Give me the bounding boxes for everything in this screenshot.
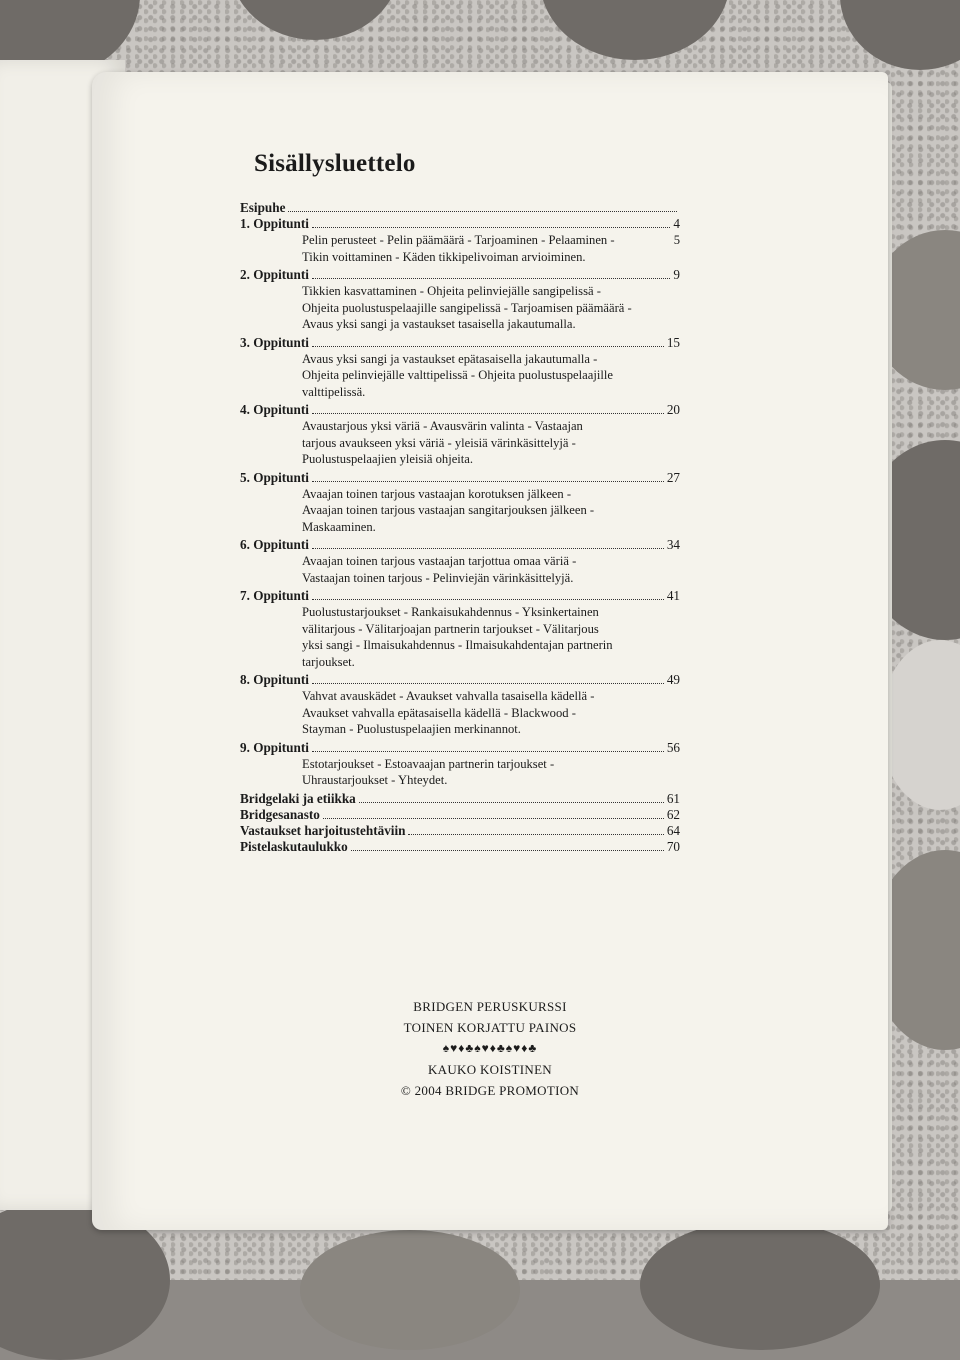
toc-entry-line: [240, 807, 680, 823]
toc-description-line: Avaus yksi sangi ja vastaukset tasaisella jakautumalla.: [302, 317, 576, 331]
toc-entry-line: [240, 335, 680, 351]
toc-entry-label: Bridgelaki ja etiikka: [240, 790, 356, 806]
edition: TOINEN KORJATTU PAINOS: [403, 1020, 577, 1035]
toc-entry-line: [240, 537, 680, 553]
colophon: [340, 996, 640, 1101]
toc-entry-description: [302, 688, 680, 738]
author: KAUKO KOISTINEN: [427, 1062, 552, 1077]
toc-entry: [240, 267, 680, 333]
toc-description-line: Maskaaminen.: [302, 519, 376, 534]
dot-leader: [359, 792, 664, 803]
toc-entry: [240, 839, 680, 855]
toc-entry-label: 8. Oppitunti: [240, 672, 309, 687]
fabric-pattern-shape: [300, 1230, 520, 1350]
dot-leader: [351, 840, 664, 851]
toc-entry: [240, 823, 680, 839]
dot-leader: [312, 336, 664, 347]
toc-entry-page: 27: [666, 469, 680, 485]
toc-entry: [240, 200, 680, 216]
toc-entry-label: 4. Oppitunti: [240, 402, 309, 417]
toc-entry-label: Pistelaskutaulukko: [240, 838, 348, 854]
toc-entry-page: 49: [666, 672, 680, 687]
toc-entry-page: 70: [666, 838, 680, 854]
toc-entry: [240, 588, 680, 670]
copyright: © 2004 BRIDGE PROMOTION: [400, 1083, 580, 1098]
toc-entry-page: 61: [666, 790, 680, 806]
toc-description-line: Tikkien kasvattaminen - Ohjeita pelinviejälle sangipelissä -: [302, 284, 601, 298]
dot-leader: [312, 741, 664, 752]
toc-entry-line: [240, 740, 680, 756]
toc-description-line: [302, 232, 680, 249]
toc-description-line: Stayman - Puolustuspelaajien merkinannot.: [302, 722, 521, 736]
toc-description-text: Pelin perusteet - Pelin päämäärä - Tarjoaminen - Pelaaminen -: [302, 233, 615, 247]
toc-entry-page: 20: [666, 402, 680, 417]
dot-leader: [323, 808, 664, 819]
toc-entry-page: 34: [666, 537, 680, 552]
table-of-contents: [240, 150, 680, 855]
toc-entry-label: 9. Oppitunti: [240, 739, 309, 755]
dot-leader: [312, 403, 664, 414]
toc-entry-description: [302, 232, 680, 265]
fabric-pattern-shape: [840, 0, 960, 70]
toc-entry-description: [302, 553, 680, 586]
toc-description-line: Avaukset vahvalla epätasaisella kädellä - Blackwood -: [302, 705, 576, 720]
fabric-pattern-shape: [230, 0, 400, 40]
dot-leader: [312, 589, 664, 600]
toc-entry-label: 6. Oppitunti: [240, 537, 309, 552]
toc-entry: [240, 672, 680, 738]
toc-entry-line: [240, 216, 680, 232]
toc-entry-label: Vastaukset harjoitustehtäviin: [240, 822, 406, 838]
toc-entry-line: [240, 267, 680, 283]
toc-entry-line: [240, 791, 680, 807]
toc-entry-page: 64: [666, 822, 680, 838]
toc-entry-label: 2. Oppitunti: [240, 267, 309, 282]
fabric-pattern-shape: [880, 640, 960, 810]
toc-entry-description: [302, 756, 680, 789]
toc-entry-description: [302, 351, 680, 401]
toc-sub-page: 5: [673, 233, 680, 247]
toc-entry-page: 4: [673, 216, 680, 231]
toc-description-line: Puolustuspelaajien yleisiä ohjeita.: [302, 452, 474, 466]
toc-entry: [240, 216, 680, 265]
dot-leader: [408, 824, 663, 835]
toc-entry: [240, 335, 680, 401]
toc-description-line: Avaajan toinen tarjous vastaajan tarjottua omaa väriä -: [302, 554, 577, 568]
toc-description-line: Estotarjoukset - Estoavaajan partnerin tarjoukset -: [302, 756, 555, 771]
toc-description-line: välitarjous - Välitarjoajan partnerin tarjoukset - Välitarjous: [302, 621, 599, 636]
fabric-pattern-shape: [640, 1220, 880, 1350]
toc-entry-line: [240, 470, 680, 486]
dot-leader: [312, 217, 671, 228]
course-title: BRIDGEN PERUSKURSSI: [413, 999, 567, 1014]
toc-entry-label: 5. Oppitunti: [240, 469, 309, 485]
toc-entry: [240, 470, 680, 536]
toc-description-line: valttipelissä.: [302, 384, 366, 399]
toc-description-line: Vastaajan toinen tarjous - Pelinviejän värinkäsittelyjä.: [302, 570, 574, 585]
toc-description-line: Vahvat avauskädet - Avaukset vahvalla tasaisella kädellä -: [302, 689, 595, 703]
toc-entry: [240, 740, 680, 789]
toc-entry: [240, 791, 680, 807]
toc-entry-page: 41: [666, 588, 680, 603]
toc-description-line: Ohjeita pelinviejälle valttipelissä - Ohjeita puolustuspelaajille: [302, 368, 613, 382]
toc-entry-line: [240, 402, 680, 418]
card-suits-ornament: ♠♥♦♣♠♥♦♣♠♥♦♣: [442, 1041, 538, 1055]
toc-entry-label: 7. Oppitunti: [240, 588, 309, 603]
toc-description-line: Avaustarjous yksi väriä - Avausvärin valinta - Vastaajan: [302, 419, 583, 433]
toc-entry-label: Esipuhe: [240, 200, 286, 215]
toc-description-line: tarjoukset.: [302, 654, 355, 669]
dot-leader: [312, 538, 664, 549]
dot-leader: [312, 268, 671, 279]
dot-leader: [288, 201, 677, 212]
fabric-pattern-shape: [540, 0, 730, 60]
toc-title: Sisällysluettelo: [254, 150, 416, 177]
toc-entry-page: 9: [673, 267, 680, 282]
toc-description-line: Puolustustarjoukset - Rankaisukahdennus - Yksinkertainen: [302, 605, 599, 619]
toc-entry-line: [240, 588, 680, 604]
toc-entry-page: 15: [666, 334, 680, 350]
toc-entry-label: 1. Oppitunti: [240, 216, 309, 231]
toc-entry-description: [302, 283, 680, 333]
toc-entry-line: [240, 200, 680, 216]
toc-list: [240, 200, 680, 855]
toc-entry-label: 3. Oppitunti: [240, 334, 309, 350]
toc-entry-page: 62: [666, 806, 680, 822]
toc-description-line: Avaajan toinen tarjous vastaajan sangitarjouksen jälkeen -: [302, 503, 595, 517]
toc-entry-line: [240, 823, 680, 839]
toc-description-line: Avaajan toinen tarjous vastaajan korotuksen jälkeen -: [302, 486, 572, 501]
toc-description-line: Tikin voittaminen - Käden tikkipelivoiman arvioiminen.: [302, 249, 586, 264]
toc-description-line: yksi sangi - Ilmaisukahdennus - Ilmaisukahdentajan partnerin: [302, 638, 613, 652]
dot-leader: [312, 673, 664, 684]
toc-description-line: Ohjeita puolustuspelaajille sangipelissä - Tarjoamisen päämäärä -: [302, 300, 632, 315]
toc-entry-label: Bridgesanasto: [240, 806, 320, 822]
toc-description-line: Uhraustarjoukset - Yhteydet.: [302, 773, 448, 787]
toc-entry-line: [240, 672, 680, 688]
toc-entry: [240, 402, 680, 468]
toc-entry-page: 56: [666, 739, 680, 755]
toc-entry-description: [302, 604, 680, 670]
toc-entry: [240, 807, 680, 823]
toc-entry: [240, 537, 680, 586]
toc-entry-description: [302, 418, 680, 468]
dot-leader: [312, 471, 664, 482]
toc-description-line: tarjous avaukseen yksi väriä - yleisiä värinkäsittelyjä -: [302, 435, 576, 450]
toc-entry-line: [240, 839, 680, 855]
toc-description-line: Avaus yksi sangi ja vastaukset epätasaisella jakautumalla -: [302, 351, 598, 366]
toc-entry-description: [302, 486, 680, 536]
